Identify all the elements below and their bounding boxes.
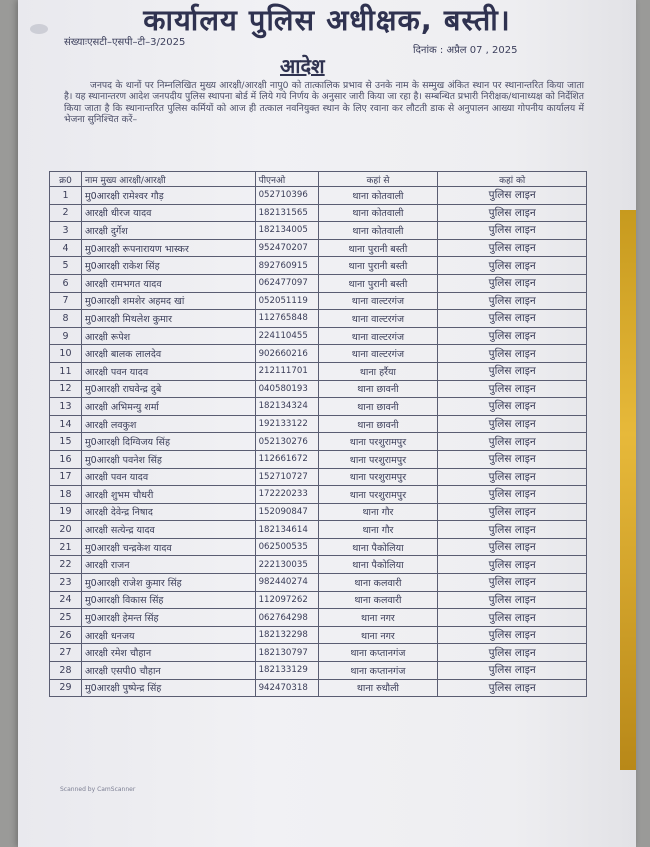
from-cell: थाना कप्तानगंज (318, 662, 438, 680)
name-cell: आरक्षी देवेन्द्र निषाद (81, 503, 255, 521)
name-cell: मु0आरक्षी राघवेन्द्र दुबे (81, 380, 255, 398)
to-cell: पुलिस लाइन (438, 574, 587, 592)
intro-paragraph: जनपद के थानों पर निम्नलिखित मुख्य आरक्षी/आरक्षी नापु0 को तात्कालिक प्रभाव से उनके नाम के सम्मुख अंकित स्थान पर स्थानान्तरित किया जाता है। यह स्थानान्तरण आदेश जनपदीय पुलिस स्थापना बोर्ड में लिये गये निर्णय के अनुसार जारी किया जा रहा है। सम्बन्धित प्रभारी निरीक्षक/थानाध्यक्ष को निर्देशित किया जाता है कि स्थानान्तरित पुलिस कर्मियों को आज ही तत्काल नवनियुक्त स्थान के लिए रवाना कर लौटती डाक से अनुपालन आख्या गोपनीय कार्यालय में भेजना सुनिश्चित करें– (64, 80, 584, 126)
serial-cell: 16 (50, 450, 82, 468)
to-cell: पुलिस लाइन (438, 662, 587, 680)
table-body (50, 187, 587, 697)
name-cell: आरक्षी रूपेश (81, 327, 255, 345)
from-cell: थाना हर्रैया (318, 362, 438, 380)
to-cell: पुलिस लाइन (438, 486, 587, 504)
table-row (50, 327, 587, 345)
serial-cell: 5 (50, 257, 82, 275)
to-cell: पुलिस लाइन (438, 468, 587, 486)
from-cell: थाना कोतवाली (318, 204, 438, 222)
name-cell: मु0आरक्षी हेमन्त सिंह (81, 609, 255, 627)
from-cell: थाना गौर (318, 503, 438, 521)
header-to: कहां को (438, 172, 587, 187)
pno-cell: 112765848 (255, 310, 318, 328)
table-row (50, 468, 587, 486)
table-row (50, 222, 587, 240)
to-cell: पुलिस लाइन (438, 609, 587, 627)
name-cell: आरक्षी बालक लालदेव (81, 345, 255, 363)
table-row (50, 257, 587, 275)
name-cell: आरक्षी राजन (81, 556, 255, 574)
serial-cell: 15 (50, 433, 82, 451)
serial-cell: 29 (50, 679, 82, 697)
serial-cell: 13 (50, 398, 82, 416)
pno-cell: 182130797 (255, 644, 318, 662)
serial-cell: 25 (50, 609, 82, 627)
table-row (50, 398, 587, 416)
name-cell: आरक्षी धीरज यादव (81, 204, 255, 222)
name-cell: आरक्षी लवकुश (81, 415, 255, 433)
name-cell: मु0आरक्षी राजेश कुमार सिंह (81, 574, 255, 592)
table-row (50, 204, 587, 222)
name-cell: आरक्षी एसपी0 चौहान (81, 662, 255, 680)
name-cell: आरक्षी रामभगत यादव (81, 274, 255, 292)
serial-cell: 24 (50, 591, 82, 609)
name-cell: आरक्षी शुभम चौधरी (81, 486, 255, 504)
from-cell: थाना परशुरामपुर (318, 468, 438, 486)
pno-cell: 052710396 (255, 187, 318, 205)
to-cell: पुलिस लाइन (438, 239, 587, 257)
serial-cell: 9 (50, 327, 82, 345)
serial-cell: 4 (50, 239, 82, 257)
table-row (50, 538, 587, 556)
from-cell: थाना कोतवाली (318, 222, 438, 240)
table-row (50, 503, 587, 521)
to-cell: पुलिस लाइन (438, 644, 587, 662)
pno-cell: 040580193 (255, 380, 318, 398)
table-row (50, 433, 587, 451)
serial-cell: 20 (50, 521, 82, 539)
pno-cell: 062500535 (255, 538, 318, 556)
yellow-folder-edge (620, 210, 636, 770)
from-cell: थाना पुरानी बस्ती (318, 274, 438, 292)
from-cell: थाना पुरानी बस्ती (318, 257, 438, 275)
from-cell: थाना वाल्टरगंज (318, 327, 438, 345)
to-cell: पुलिस लाइन (438, 327, 587, 345)
pno-cell: 052051119 (255, 292, 318, 310)
to-cell: पुलिस लाइन (438, 415, 587, 433)
name-cell: आरक्षी पवन यादव (81, 468, 255, 486)
table-row (50, 591, 587, 609)
serial-cell: 27 (50, 644, 82, 662)
table-row (50, 679, 587, 697)
table-header-row (50, 172, 587, 187)
to-cell: पुलिस लाइन (438, 398, 587, 416)
name-cell: आरक्षी पवन यादव (81, 362, 255, 380)
name-cell: मु0आरक्षी चन्द्रकेश यादव (81, 538, 255, 556)
from-cell: थाना परशुरामपुर (318, 433, 438, 451)
to-cell: पुलिस लाइन (438, 679, 587, 697)
serial-cell: 23 (50, 574, 82, 592)
table-row (50, 644, 587, 662)
pno-cell: 982440274 (255, 574, 318, 592)
pno-cell: 112097262 (255, 591, 318, 609)
name-cell: मु0आरक्षी मिथलेश कुमार (81, 310, 255, 328)
serial-cell: 26 (50, 626, 82, 644)
pno-cell: 212111701 (255, 362, 318, 380)
pno-cell: 182134324 (255, 398, 318, 416)
from-cell: थाना वाल्टरगंज (318, 345, 438, 363)
name-cell: आरक्षी दुर्गेश (81, 222, 255, 240)
table-row (50, 556, 587, 574)
from-cell: थाना परशुरामपुर (318, 486, 438, 504)
serial-cell: 22 (50, 556, 82, 574)
table-row (50, 486, 587, 504)
serial-cell: 10 (50, 345, 82, 363)
table-row (50, 345, 587, 363)
from-cell: थाना वाल्टरगंज (318, 310, 438, 328)
name-cell: मु0आरक्षी शमशेर अहमद खां (81, 292, 255, 310)
pno-cell: 892760915 (255, 257, 318, 275)
pno-cell: 902660216 (255, 345, 318, 363)
to-cell: पुलिस लाइन (438, 521, 587, 539)
serial-cell: 17 (50, 468, 82, 486)
serial-cell: 19 (50, 503, 82, 521)
pno-cell: 112661672 (255, 450, 318, 468)
from-cell: थाना वाल्टरगंज (318, 292, 438, 310)
from-cell: थाना छावनी (318, 415, 438, 433)
table-row (50, 626, 587, 644)
from-cell: थाना गौर (318, 521, 438, 539)
from-cell: थाना कलवारी (318, 591, 438, 609)
header-name: नाम मुख्य आरक्षी/आरक्षी (81, 172, 255, 187)
to-cell: पुलिस लाइन (438, 591, 587, 609)
table-row (50, 274, 587, 292)
to-cell: पुलिस लाइन (438, 274, 587, 292)
from-cell: थाना पैकोलिया (318, 538, 438, 556)
serial-cell: 6 (50, 274, 82, 292)
table-row (50, 292, 587, 310)
to-cell: पुलिस लाइन (438, 345, 587, 363)
document-page (18, 0, 636, 847)
pno-cell: 182134005 (255, 222, 318, 240)
from-cell: थाना नगर (318, 609, 438, 627)
serial-cell: 21 (50, 538, 82, 556)
to-cell: पुलिस लाइन (438, 187, 587, 205)
table-row (50, 380, 587, 398)
pno-cell: 062477097 (255, 274, 318, 292)
from-cell: थाना परशुरामपुर (318, 450, 438, 468)
from-cell: थाना पैकोलिया (318, 556, 438, 574)
from-cell: थाना कोतवाली (318, 187, 438, 205)
name-cell: आरक्षी अभिमन्यु शर्मा (81, 398, 255, 416)
serial-cell: 12 (50, 380, 82, 398)
name-cell: मु0आरक्षी विकास सिंह (81, 591, 255, 609)
serial-cell: 28 (50, 662, 82, 680)
header-from: कहां से (318, 172, 438, 187)
from-cell: थाना छावनी (318, 398, 438, 416)
serial-cell: 2 (50, 204, 82, 222)
name-cell: मु0आरक्षी पुष्पेन्द्र सिंह (81, 679, 255, 697)
to-cell: पुलिस लाइन (438, 292, 587, 310)
serial-cell: 3 (50, 222, 82, 240)
to-cell: पुलिस लाइन (438, 257, 587, 275)
to-cell: पुलिस लाइन (438, 362, 587, 380)
to-cell: पुलिस लाइन (438, 380, 587, 398)
serial-cell: 14 (50, 415, 82, 433)
table-row (50, 521, 587, 539)
table-row (50, 362, 587, 380)
to-cell: पुलिस लाइन (438, 310, 587, 328)
name-cell: मु0आरक्षी रूपनारायण भास्कर (81, 239, 255, 257)
table-row (50, 574, 587, 592)
name-cell: मु0आरक्षी रामेश्वर गौड़ (81, 187, 255, 205)
pno-cell: 052130276 (255, 433, 318, 451)
transfer-table (49, 171, 587, 697)
table-row (50, 662, 587, 680)
to-cell: पुलिस लाइन (438, 626, 587, 644)
table-row (50, 415, 587, 433)
to-cell: पुलिस लाइन (438, 222, 587, 240)
table-row (50, 450, 587, 468)
table-row (50, 609, 587, 627)
serial-cell: 11 (50, 362, 82, 380)
serial-cell: 7 (50, 292, 82, 310)
name-cell: आरक्षी सत्येन्द्र यादव (81, 521, 255, 539)
from-cell: थाना पुरानी बस्ती (318, 239, 438, 257)
pno-cell: 224110455 (255, 327, 318, 345)
table-row (50, 239, 587, 257)
pno-cell: 192133122 (255, 415, 318, 433)
name-cell: मु0आरक्षी राकेश सिंह (81, 257, 255, 275)
reference-number: संख्याःएसटी–एसपी–टी–3/2025 (64, 37, 186, 48)
to-cell: पुलिस लाइन (438, 204, 587, 222)
name-cell: आरक्षी रमेश चौहान (81, 644, 255, 662)
pno-cell: 182134614 (255, 521, 318, 539)
pno-cell: 952470207 (255, 239, 318, 257)
to-cell: पुलिस लाइन (438, 450, 587, 468)
footer-text: Scanned by CamScanner (60, 786, 136, 793)
office-title: कार्यालय पुलिस अधीक्षक, बस्ती। (143, 3, 511, 37)
pno-cell: 152710727 (255, 468, 318, 486)
serial-cell: 1 (50, 187, 82, 205)
to-cell: पुलिस लाइन (438, 433, 587, 451)
from-cell: थाना कलवारी (318, 574, 438, 592)
header-pno: पीएनओ (255, 172, 318, 187)
pno-cell: 062764298 (255, 609, 318, 627)
to-cell: पुलिस लाइन (438, 503, 587, 521)
pno-cell: 182132298 (255, 626, 318, 644)
pno-cell: 222130035 (255, 556, 318, 574)
table-row (50, 310, 587, 328)
from-cell: थाना कप्तानगंज (318, 644, 438, 662)
order-title: आदेश (280, 54, 325, 78)
table-row (50, 187, 587, 205)
to-cell: पुलिस लाइन (438, 556, 587, 574)
pno-cell: 152090847 (255, 503, 318, 521)
serial-cell: 8 (50, 310, 82, 328)
from-cell: थाना छावनी (318, 380, 438, 398)
pno-cell: 182133129 (255, 662, 318, 680)
order-date: दिनांक : अप्रैल 07 , 2025 (413, 45, 518, 56)
pno-cell: 942470318 (255, 679, 318, 697)
header-serial: क्र0 (50, 172, 82, 187)
name-cell: मु0आरक्षी दिग्विजय सिंह (81, 433, 255, 451)
from-cell: थाना नगर (318, 626, 438, 644)
pno-cell: 172220233 (255, 486, 318, 504)
to-cell: पुलिस लाइन (438, 538, 587, 556)
name-cell: मु0आरक्षी पवनेश सिंह (81, 450, 255, 468)
serial-cell: 18 (50, 486, 82, 504)
from-cell: थाना रुधौली (318, 679, 438, 697)
name-cell: आरक्षी धनजय (81, 626, 255, 644)
pno-cell: 182131565 (255, 204, 318, 222)
